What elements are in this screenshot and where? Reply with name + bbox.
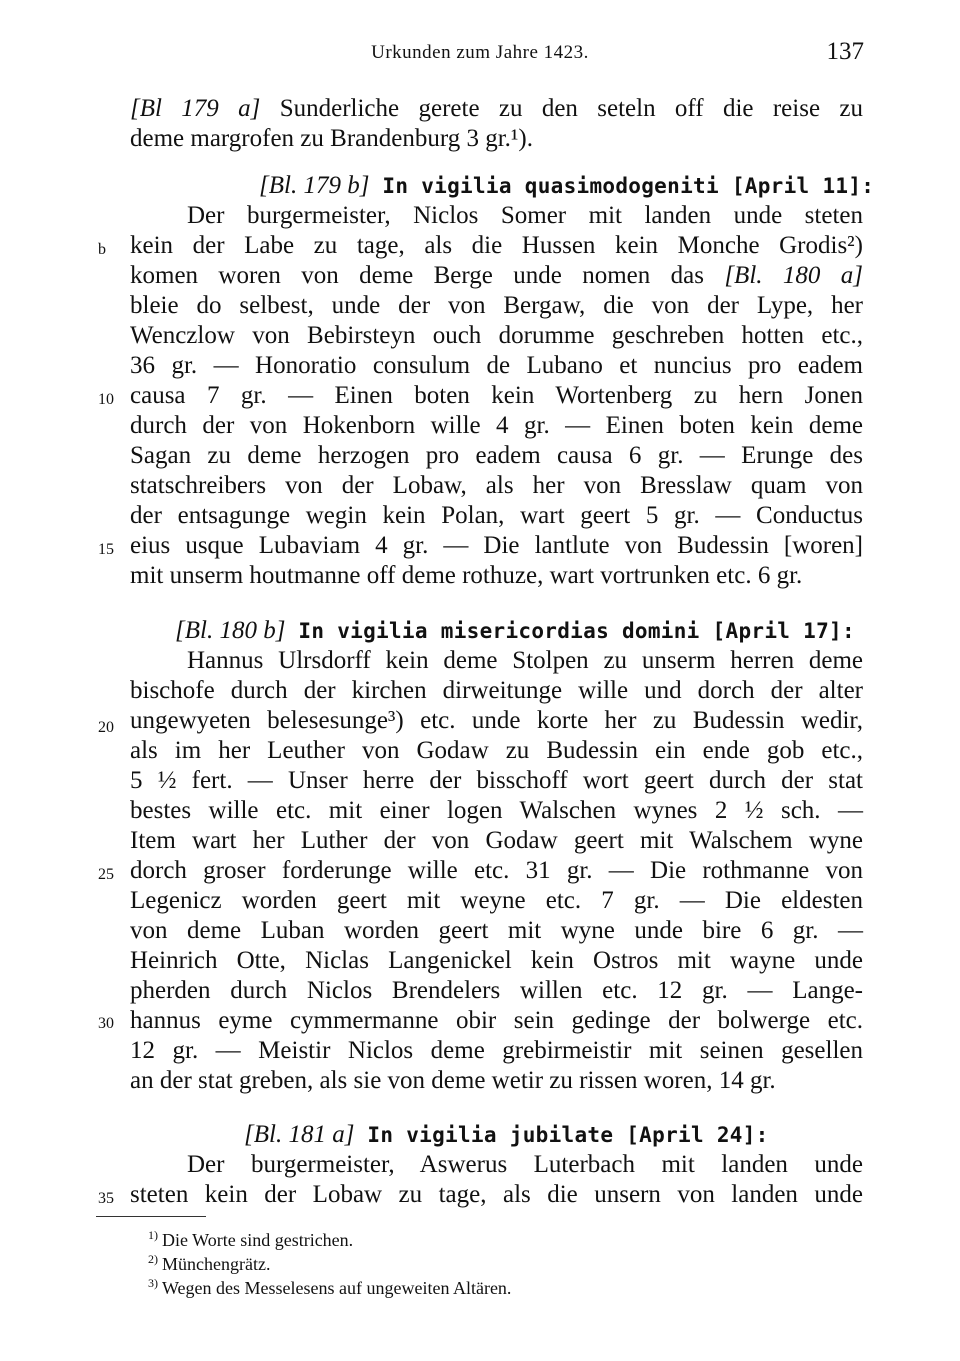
text-line: [187, 1150, 863, 1180]
line-text: als im her Leuther von Godaw zu Budessin ein ende gob etc.,: [130, 737, 863, 764]
text-line: [130, 501, 863, 531]
line-text: statschreibers von der Lobaw, als her von Bresslaw quam von: [130, 472, 863, 499]
line-text: 5 ½ fert. — Unser herre der bisschoff wort geert durch der stat: [130, 767, 863, 794]
line-text: pherden durch Niclos Brendelers willen etc. 12 gr. — Lange-: [130, 977, 863, 1004]
text-line: [130, 856, 863, 886]
text-line: [130, 976, 863, 1006]
text-line: [130, 916, 863, 946]
folio-reference: [Bl. 180 a]: [724, 262, 863, 289]
line-text: Item wart her Luther der von Godaw geert mit Walschem wyne: [130, 827, 863, 854]
line-text: 12 gr. — Meistir Niclos deme grebirmeistir mit seinen gesellen: [130, 1037, 863, 1064]
line-text: Heinrich Otte, Niclas Langenickel kein Ostros mit wayne unde: [130, 947, 863, 974]
folio-reference: [Bl. 180 b]: [175, 617, 286, 644]
margin-line-number-30: 30: [98, 1015, 114, 1032]
line-text: von deme Luban worden geert mit wyne unde bire 6 gr. —: [130, 917, 863, 944]
line-text: komen woren von deme Berge unde nomen das: [130, 262, 725, 289]
text-line: [130, 441, 863, 471]
text-line: [130, 766, 863, 796]
line-text: mit unserm houtmanne off deme rothuze, wart vortrunken etc. 6 gr.: [130, 562, 803, 589]
text-line: [130, 471, 863, 501]
folio-reference: [Bl 179 a]: [130, 95, 261, 122]
page-number: 137: [826, 38, 864, 65]
text-line: [130, 321, 863, 351]
footnote-text: Wegen des Messelesens auf ungeweiten Altären.: [162, 1278, 512, 1298]
margin-line-marker-b: b: [98, 241, 106, 258]
line-text: kein der Labe zu tage, als die Hussen kein Monche Grodis²): [130, 232, 863, 259]
footnote-text: Münchengrätz.: [162, 1254, 271, 1274]
text-line: [130, 736, 863, 766]
text-line: [130, 1066, 863, 1096]
margin-line-number-10: 10: [98, 391, 114, 408]
section-heading: [175, 616, 863, 646]
text-line: [130, 124, 863, 154]
text-line: [130, 1180, 863, 1210]
section-heading: [244, 1120, 863, 1150]
text-line: [130, 1006, 863, 1036]
footnote-mark: 3): [148, 1276, 158, 1290]
footnote-mark: 2): [148, 1252, 158, 1266]
line-text: 36 gr. — Honoratio consulum de Lubano et nuncius pro eadem: [130, 352, 863, 379]
text-line: [130, 561, 863, 591]
line-text: Hannus Ulrsdorff kein deme Stolpen zu unserm herren deme: [187, 647, 863, 674]
line-text: Der burgermeister, Aswerus Luterbach mit landen unde: [187, 1151, 863, 1178]
text-line: [130, 531, 863, 561]
text-line: [187, 201, 863, 231]
line-text: bestes wille etc. mit einer logen Walschen wynes 2 ½ sch. —: [130, 797, 863, 824]
line-text: dorch groser forderunge wille etc. 31 gr. — Die rothmanne von: [130, 857, 863, 884]
text-line: [130, 291, 863, 321]
text-line: [130, 1036, 863, 1066]
footnote-mark: 1): [148, 1228, 158, 1242]
folio-reference: [Bl. 179 b]: [259, 172, 370, 199]
line-text: eius usque Lubaviam 4 gr. — Die lantlute von Budessin [woren]: [130, 532, 863, 559]
margin-line-number-25: 25: [98, 866, 114, 883]
line-text: causa 7 gr. — Einen boten kein Wortenberg zu hern Jonen: [130, 382, 863, 409]
line-text: bischofe durch der kirchen dirweitunge wille und dorch der alter: [130, 677, 863, 704]
footnote-2: [148, 1248, 270, 1275]
text-line: [130, 826, 863, 856]
line-text: Wenczlow von Bebirsteyn ouch dorumme geschreben hotten etc.,: [130, 322, 863, 349]
text-line: [130, 796, 863, 826]
line-text: hannus eyme cymmermanne obir sein gedinge der bolwerge etc.: [130, 1007, 863, 1034]
margin-line-number-15: 15: [98, 541, 114, 558]
line-text: deme margrofen zu Brandenburg 3 gr.¹).: [130, 125, 533, 152]
line-text: Der burgermeister, Niclos Somer mit landen unde steten: [187, 202, 863, 229]
text-line: [130, 351, 863, 381]
line-text: bleie do selbest, unde der von Bergaw, die von der Lype, her: [130, 292, 863, 319]
line-text: Legenicz worden geert mit weyne etc. 7 gr. — Die eldesten: [130, 887, 863, 914]
text-line: [187, 646, 863, 676]
line-text: ungewyeten belesesunge³) etc. unde korte her zu Budessin wedir,: [130, 707, 863, 734]
margin-line-number-20: 20: [98, 719, 114, 736]
heading-text: In vigilia misericordias domini [April 17]:: [285, 619, 855, 643]
text-line: [130, 381, 863, 411]
heading-text: In vigilia quasimodogeniti [April 11]:: [369, 174, 875, 198]
text-line: [130, 886, 863, 916]
line-text: durch der von Hokenborn wille 4 gr. — Einen boten kein deme: [130, 412, 863, 439]
text-line: [130, 676, 863, 706]
line-text: an der stat greben, als sie von deme wetir zu rissen woren, 14 gr.: [130, 1067, 776, 1094]
margin-line-number-35: 35: [98, 1190, 114, 1207]
line-text: Sagan zu deme herzogen pro eadem causa 6 gr. — Erunge des: [130, 442, 863, 469]
text-line: [130, 946, 863, 976]
footnote-3: [148, 1272, 511, 1299]
line-text: steten kein der Lobaw zu tage, als die unsern von landen unde: [130, 1181, 863, 1208]
folio-reference: [Bl. 181 a]: [244, 1121, 355, 1148]
heading-text: In vigilia jubilate [April 24]:: [354, 1123, 769, 1147]
footnote-1: [148, 1224, 353, 1251]
footnote-rule: [96, 1216, 206, 1217]
line-text: Sunderliche gerete zu den seteln off die reise zu: [260, 95, 863, 122]
text-line: [130, 94, 863, 124]
text-line: [130, 231, 863, 261]
line-text: der entsagunge wegin kein Polan, wart geert 5 gr. — Conductus: [130, 502, 863, 529]
text-line: [130, 261, 863, 291]
section-heading: [259, 171, 875, 201]
text-line: [130, 411, 863, 441]
running-head-title: Urkunden zum Jahre 1423.: [371, 42, 589, 63]
text-line: [130, 706, 863, 736]
running-head: [0, 38, 960, 68]
footnote-text: Die Worte sind gestrichen.: [162, 1230, 354, 1250]
